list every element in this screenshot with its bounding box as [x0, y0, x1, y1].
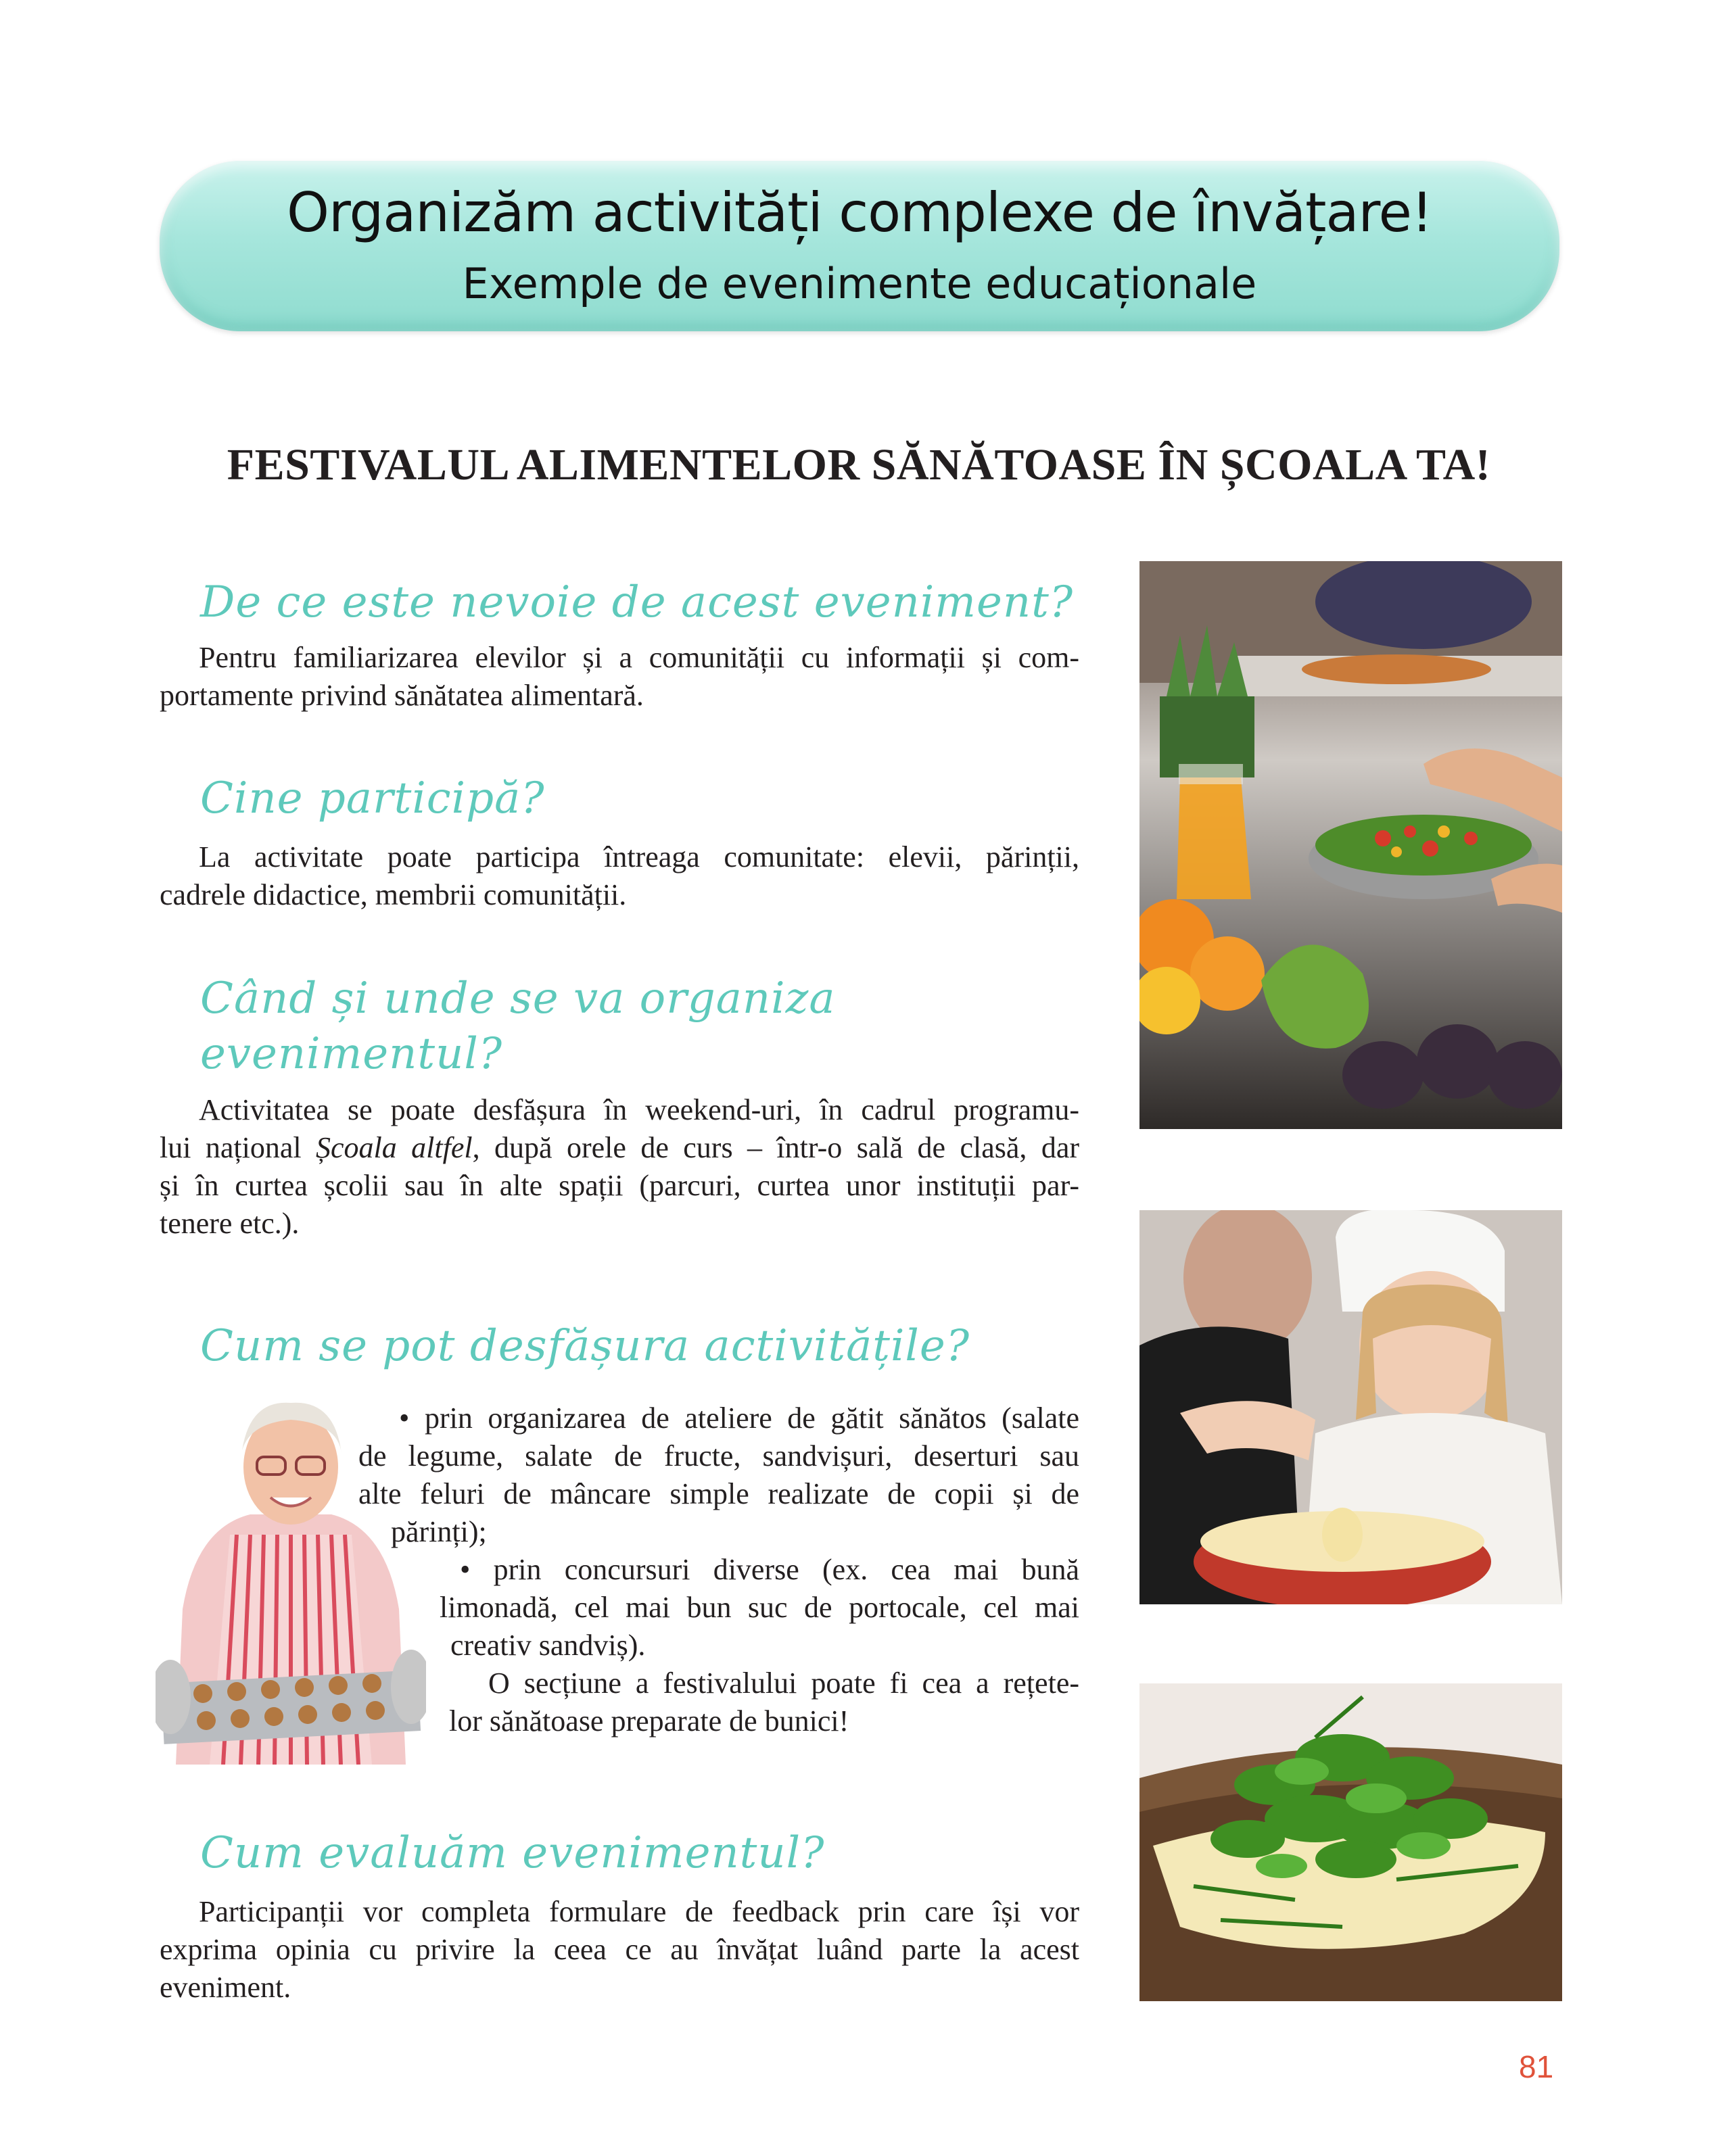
header-banner [160, 161, 1559, 331]
question-who: Cine participă? [200, 773, 545, 823]
sandwich-photo [1139, 1683, 1562, 2001]
answer-line: cadrele didactice, membrii comunității. [160, 878, 627, 911]
question-line: evenimentul? [200, 1029, 503, 1079]
question-how: Cum se pot desfășura activitățile? [200, 1321, 970, 1371]
page-subtitle: Exemple de evenimente educaționale [462, 259, 1257, 308]
note-line: O secțiune a festivalului poate fi cea a rețete- [488, 1667, 1079, 1700]
answer-why [160, 639, 1079, 715]
child-chef-illustration [1139, 1210, 1562, 1604]
bullet-line: creativ sandviș). [450, 1629, 646, 1662]
bullet-line: alte feluri de mâncare simple realizate de copii și de [358, 1477, 1079, 1510]
main-heading: FESTIVALUL ALIMENTELOR SĂNĂTOASE ÎN ȘCOALA TA! [227, 440, 1491, 489]
answer-line: Participanții vor completa formulare de feedback prin care își vor [199, 1895, 1079, 1928]
page-number: 81 [1519, 2049, 1554, 2084]
note-line: lor sănătoase preparate de bunici! [449, 1704, 849, 1738]
bullet-line: părinți); [391, 1515, 487, 1548]
answer-line-part: lui național [160, 1131, 316, 1164]
cooking-table-illustration [1139, 561, 1562, 1129]
answer-line-part: , după orele de curs – într-o sală de clasă, dar [472, 1131, 1079, 1164]
child-chef-photo [1139, 1210, 1562, 1604]
question-when-where [200, 971, 835, 1082]
question-line: Când și unde se va organiza [200, 974, 836, 1024]
answer-line: tenere etc.). [160, 1207, 300, 1240]
answer-line: exprima opinia cu privire la ceea ce au învățat luând parte la acest [160, 1933, 1079, 1966]
answer-line: portamente privind sănătatea alimentară. [160, 679, 644, 712]
activities-list-2 [440, 1551, 1079, 1664]
question-evaluation: Cum evaluăm evenimentul? [200, 1828, 825, 1878]
grandparents-note [449, 1664, 1079, 1740]
page-title: Organizăm activități complexe de învățare! [287, 181, 1432, 244]
bullet-line: • prin organizarea de ateliere de gătit sănătos (salate [399, 1402, 1079, 1435]
bullet-line: • prin concursuri diverse (ex. cea mai bună [460, 1553, 1079, 1586]
answer-evaluation [160, 1893, 1079, 2007]
activities-list [358, 1399, 1079, 1551]
cooking-table-photo [1139, 561, 1562, 1129]
answer-line: Activitatea se poate desfășura în weekend-uri, în cadrul programu- [199, 1093, 1079, 1126]
answer-line: și în curtea școlii sau în alte spații (parcuri, curtea unor instituții par- [160, 1169, 1079, 1202]
answer-line: eveniment. [160, 1971, 291, 2004]
answer-line: La activitate poate participa întreaga comunitate: elevii, părinții, [199, 840, 1079, 873]
answer-line: Pentru familiarizarea elevilor și a comunității cu informații și com- [199, 641, 1079, 674]
sandwich-illustration [1139, 1683, 1562, 2001]
bullet-line: limonadă, cel mai bun suc de portocale, cel mai [440, 1591, 1079, 1624]
program-name: Școala altfel [316, 1131, 473, 1164]
question-why: De ce este nevoie de acest eveniment? [200, 577, 1074, 627]
answer-who [160, 838, 1079, 914]
answer-when-where [160, 1091, 1079, 1243]
bullet-line: de legume, salate de fructe, sandvișuri, deserturi sau [358, 1439, 1079, 1472]
